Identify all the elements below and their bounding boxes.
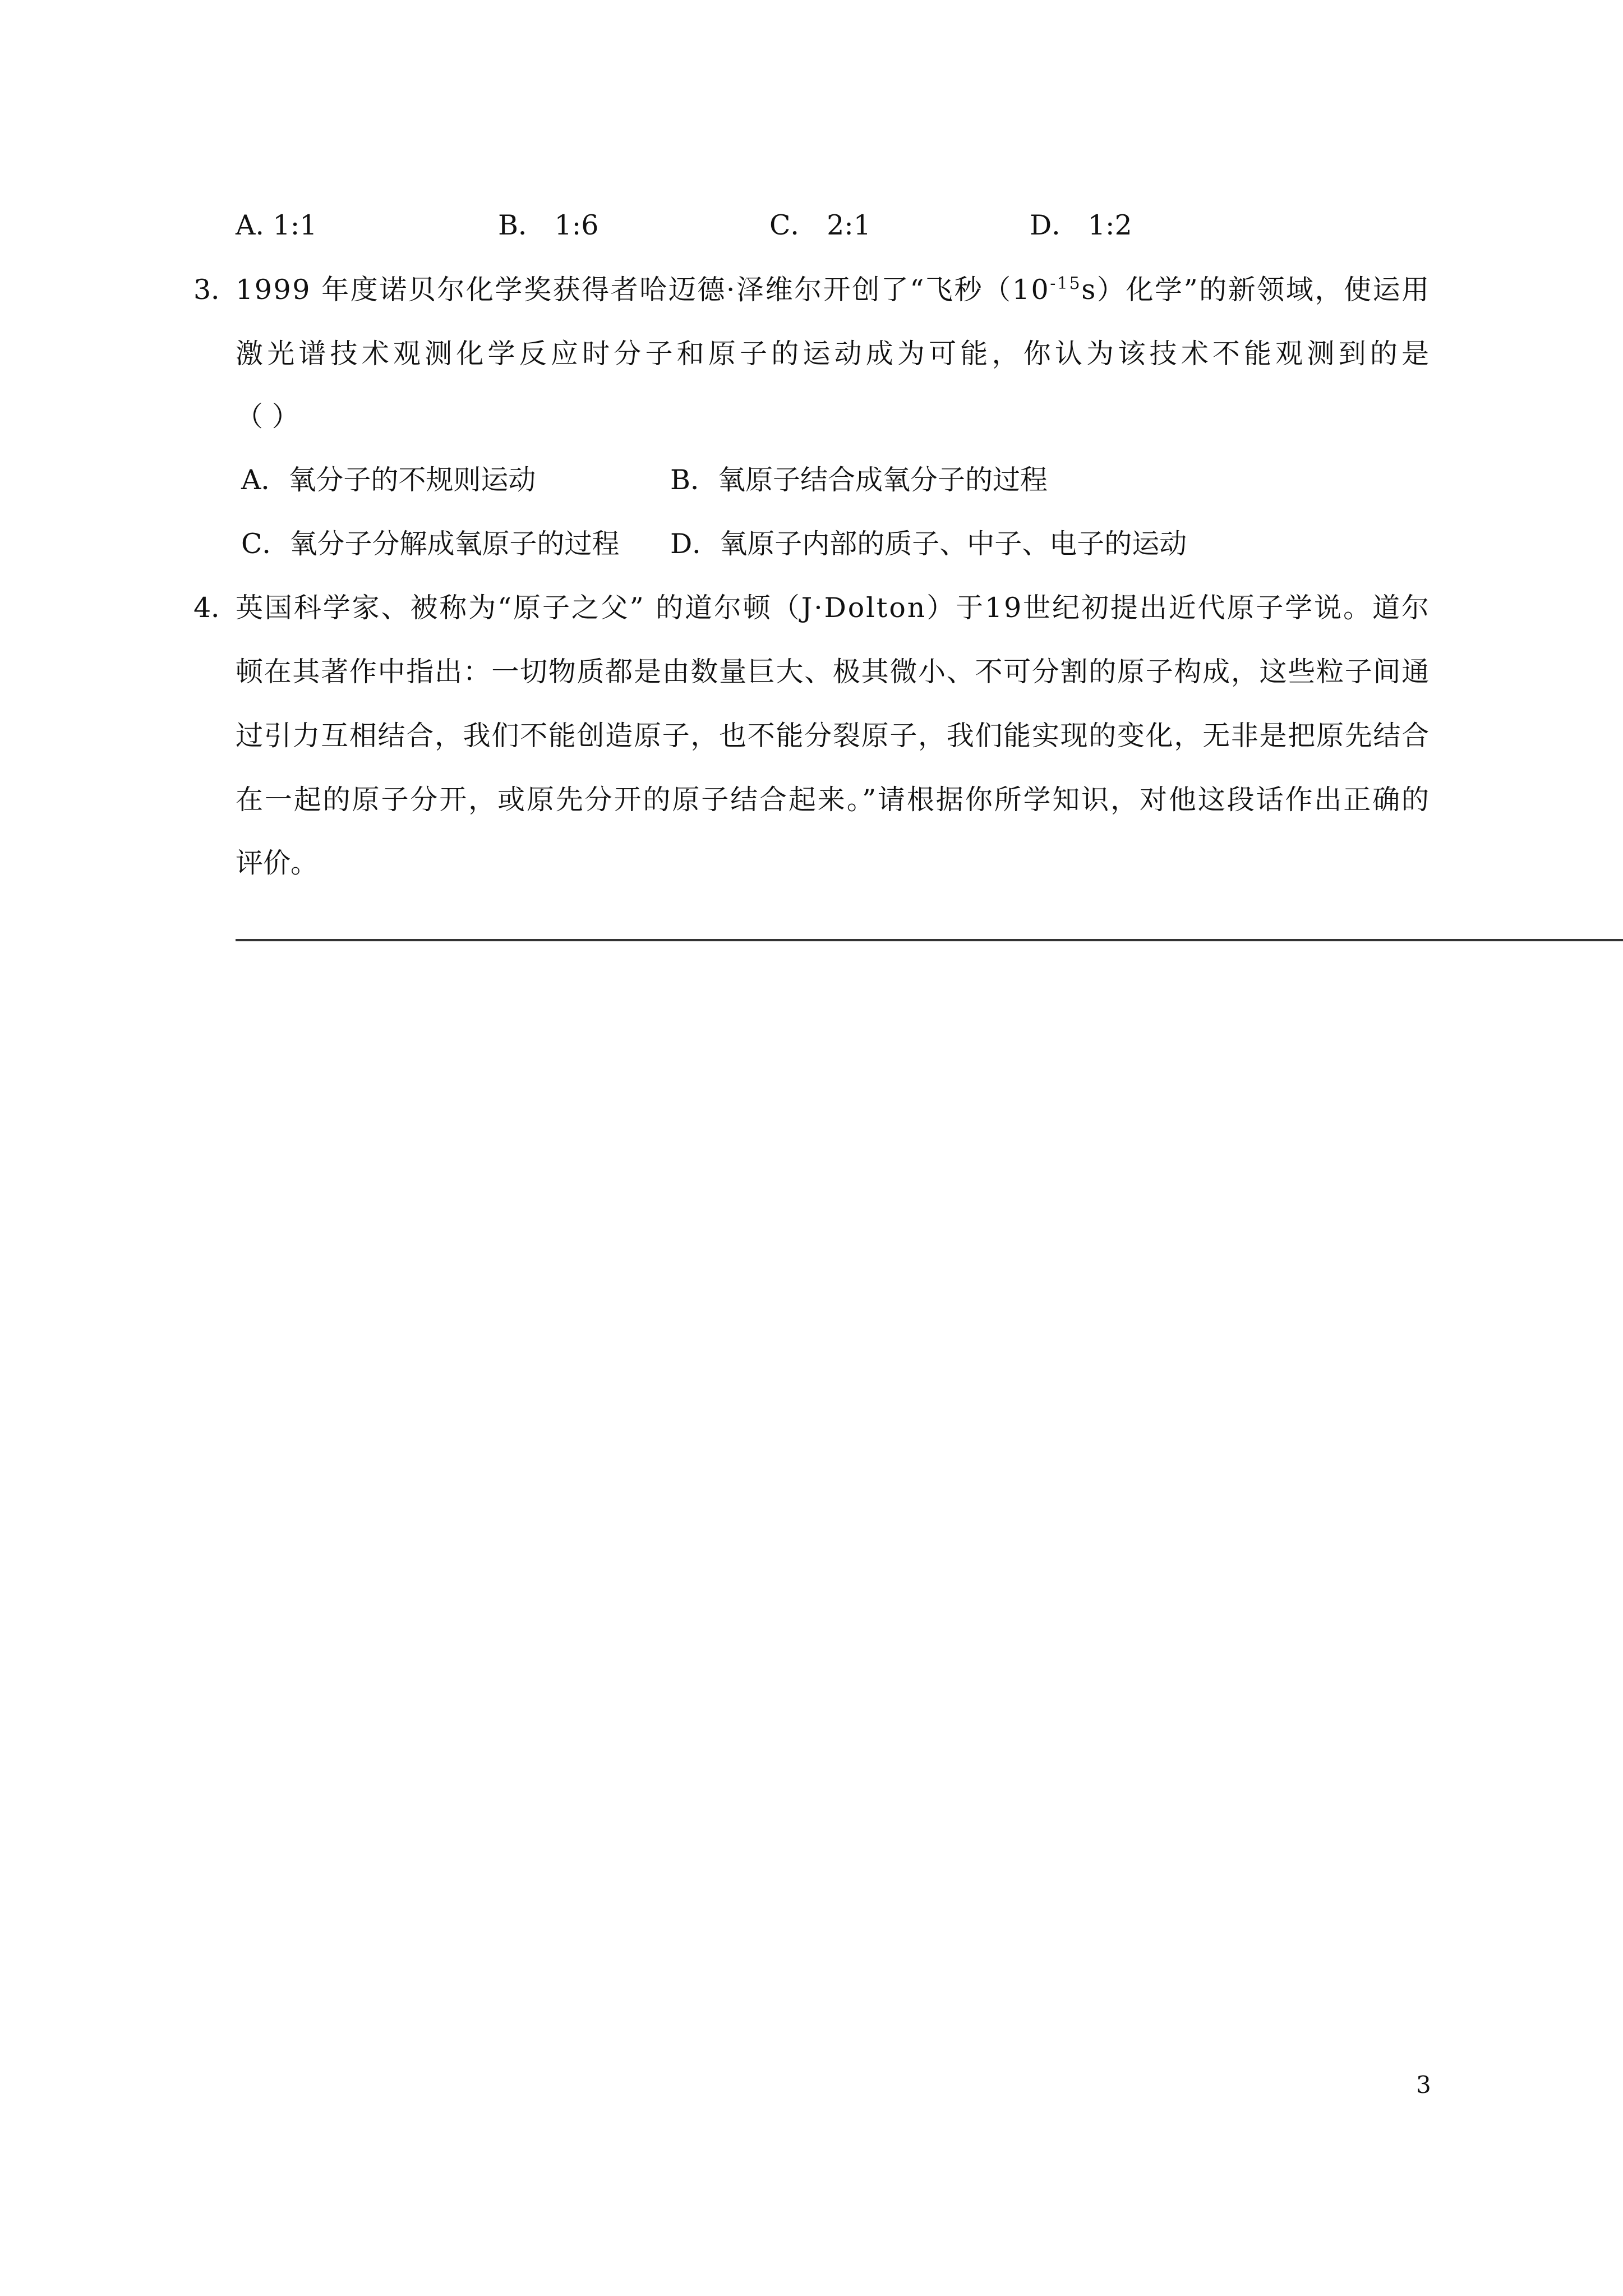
q2-option-b: B． 1:6: [498, 209, 599, 241]
q3-stem-line-1-pre: 1999 年度诺贝尔化学奖获得者哈迈德·泽维尔开创了“飞秒（10: [236, 274, 1050, 306]
q3-option-d: D．氧原子内部的质子、中子、电子的运动: [670, 528, 1187, 560]
q3-stem-line-1: [236, 273, 1431, 307]
q3-exponent: -15: [1050, 274, 1082, 293]
q3-option-a: A．氧分子的不规则运动: [241, 464, 536, 496]
q4-stem-line-5: 评价。: [236, 847, 319, 879]
q4-stem-line-2: 顿在其著作中指出：一切物质都是由数量巨大、极其微小、不可分割的原子构成，这些粒子间通: [236, 656, 1430, 688]
q4-stem-line-4: 在一起的原子分开，或原先分开的原子结合起来。”请根据你所学知识，对他这段话作出正确的: [236, 784, 1431, 816]
q3-option-c: C．氧分子分解成氧原子的过程: [241, 528, 620, 560]
q4-stem-line-3: 过引力互相结合，我们不能创造原子，也不能分裂原子，我们能实现的变化，无非是把原先结合: [236, 720, 1430, 752]
q2-option-c: C． 2:1: [769, 209, 871, 241]
answer-line: [236, 939, 1623, 941]
q2-option-a: A. 1:1: [236, 209, 317, 241]
q4-stem-line-1: 英国科学家、被称为“原子之父” 的道尔顿（J·Dolton）于19世纪初提出近代原子学说。道尔: [236, 592, 1431, 624]
q3-number: 3．: [193, 274, 239, 306]
q3-stem-line-2: 激光谱技术观测化学反应时分子和原子的运动成为可能，你认为该技术不能观测到的是: [236, 338, 1433, 370]
q3-answer-blank: （ ）: [236, 401, 299, 432]
q2-option-d: D． 1:2: [1030, 209, 1132, 241]
q4-number: 4．: [193, 592, 239, 624]
page-number: 3: [1416, 2071, 1431, 2099]
q3-option-b: B．氧原子结合成氧分子的过程: [670, 464, 1048, 496]
q3-stem-line-1-post: s）化学”的新领域，使运用: [1081, 274, 1431, 306]
